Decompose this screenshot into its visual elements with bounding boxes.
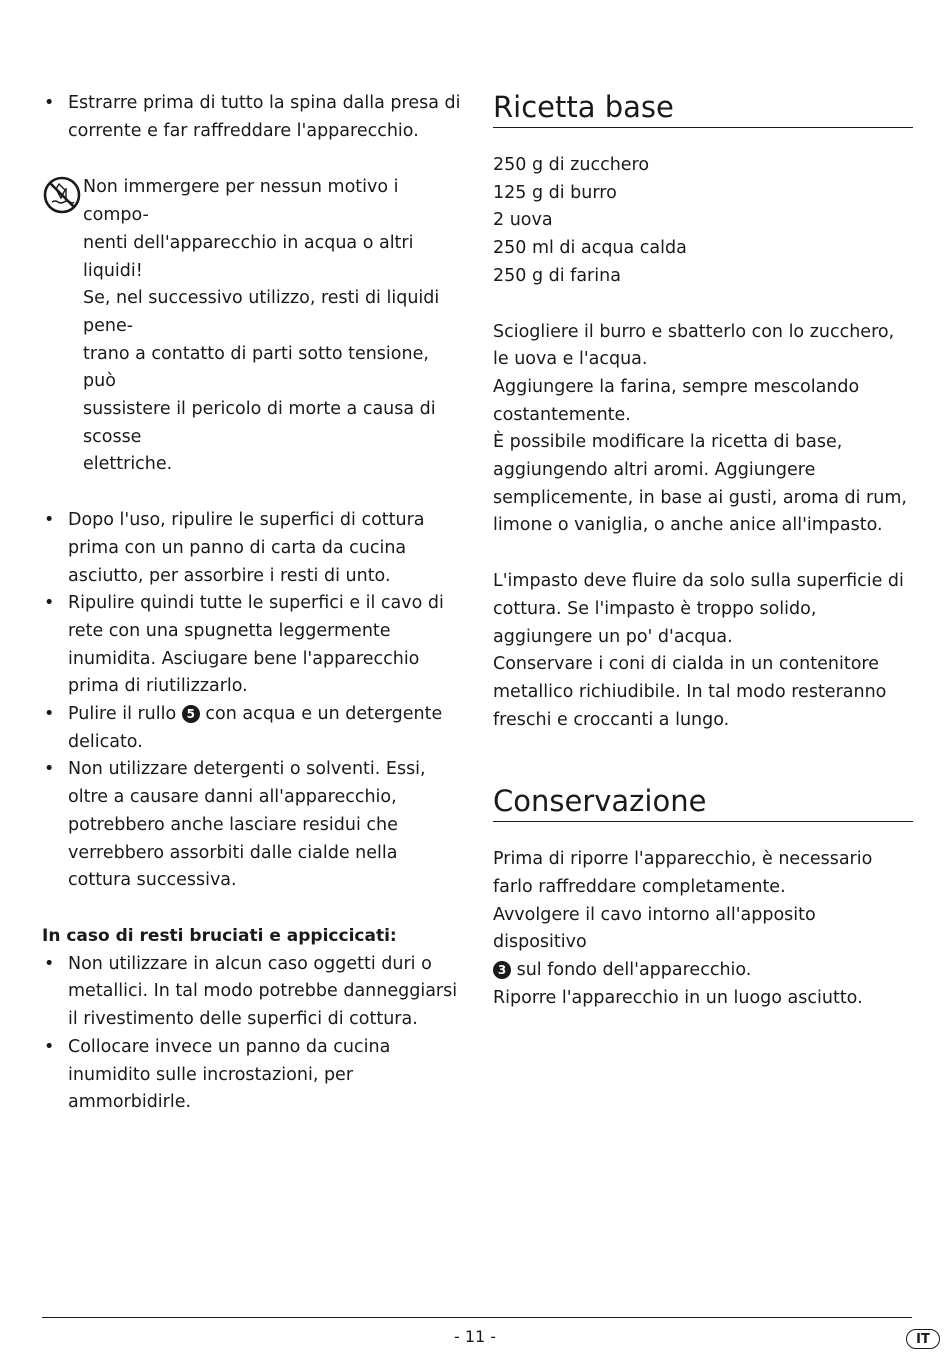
item-text: con acqua e un detergente delicato.	[68, 704, 443, 752]
ingredient-list	[493, 152, 913, 291]
list-item: • Ripulire quindi tutte le superfici e il cavo di rete con una spugnetta leggermente inumidita. Asciugare bene l'apparecchio prima di riutilizzarlo.	[42, 590, 462, 701]
recipe-heading: Ricetta base	[493, 90, 913, 128]
instructions-paragraph	[493, 319, 913, 541]
list-item	[42, 701, 462, 756]
warning-line: trano a contatto di parti sotto tensione, può	[83, 343, 429, 392]
list-item: • Estrarre prima di tutto la spina dalla presa di corrente e far raffreddare l'apparecchio.	[42, 90, 462, 145]
paragraph-line: L'impasto deve fluire da solo sulla superficie di cottura. Se l'impasto è troppo solido, aggiungere un po' d'acqua.	[493, 571, 904, 647]
warning-block	[42, 174, 462, 479]
list-item: • Non utilizzare in alcun caso oggetti duri o metallici. In tal modo potrebbe danneggiarsi il rivestimento delle superfici di cottura.	[42, 951, 462, 1034]
warning-line: Non immergere per nessun motivo i compo-	[83, 177, 399, 226]
storage-heading: Conservazione	[493, 784, 913, 822]
paragraph-line: È possibile modificare la ricetta di base, aggiungendo altri aromi. Aggiungere semplicemente, in base ai gusti, aroma di rum, limone o vaniglia, o anche anice all'impasto.	[493, 432, 907, 536]
ingredient: 250 ml di acqua calda	[493, 238, 687, 259]
list-item: • Collocare invece un panno da cucina inumidito sulle incrostazioni, per ammorbidirle.	[42, 1034, 462, 1117]
language-badge: IT	[906, 1329, 940, 1349]
bullet-list-top	[42, 90, 462, 145]
paragraph-line: Riporre l'apparecchio in un luogo asciutto.	[493, 987, 863, 1008]
list-item: • Non utilizzare detergenti o solventi. Essi, oltre a causare danni all'apparecchio, potrebbero anche lasciare residui che verrebbero assorbiti dalle cialde nella cottura successiva.	[42, 756, 462, 895]
paragraph-line: Prima di riporre l'apparecchio, è necessario farlo raffreddare completamente.	[493, 849, 873, 898]
warning-line: elettriche.	[83, 454, 173, 475]
paragraph-line: Sciogliere il burro e sbatterlo con lo zucchero, le uova e l'acqua.	[493, 321, 895, 370]
warning-line: sussistere il pericolo di morte a causa di scosse	[83, 399, 436, 447]
page-number: - 11 -	[453, 1327, 497, 1346]
right-column	[493, 90, 913, 1013]
left-column	[42, 90, 462, 1117]
ingredient: 125 g di burro	[493, 182, 617, 203]
footer-divider	[42, 1317, 912, 1318]
bullet-list-burnt	[42, 951, 462, 1117]
subheading: In caso di resti bruciati e appiccicati:	[42, 925, 397, 946]
paragraph-line: Conservare i coni di cialda in un contenitore metallico richiudibile. In tal modo resteranno freschi e croccanti a lungo.	[493, 654, 887, 730]
warning-line: nenti dell'apparecchio in acqua o altri liquidi!	[83, 232, 414, 281]
no-immersion-warning-icon	[43, 176, 81, 214]
item-text: Pulire il rullo	[68, 704, 177, 725]
ingredient: 2 uova	[493, 210, 553, 231]
storage-paragraph	[493, 846, 913, 1012]
consistency-paragraph	[493, 568, 913, 734]
line-text: sul fondo dell'apparecchio.	[516, 960, 752, 981]
ingredient: 250 g di zucchero	[493, 155, 650, 175]
part-number-badge: 3	[493, 961, 511, 979]
list-item: • Dopo l'uso, ripulire le superfici di cottura prima con un panno di carta da cucina asciutto, per assorbire i resti di unto.	[42, 507, 462, 590]
paragraph-line	[493, 902, 913, 985]
warning-line: Se, nel successivo utilizzo, resti di liquidi pene-	[83, 288, 440, 336]
line-text: Avvolgere il cavo intorno all'apposito dispositivo	[493, 904, 816, 953]
bullet-list-cleaning	[42, 507, 462, 895]
part-number-badge: 5	[182, 705, 200, 723]
ingredient: 250 g di farina	[493, 265, 621, 286]
paragraph-line: Aggiungere la farina, sempre mescolando costantemente.	[493, 376, 860, 425]
